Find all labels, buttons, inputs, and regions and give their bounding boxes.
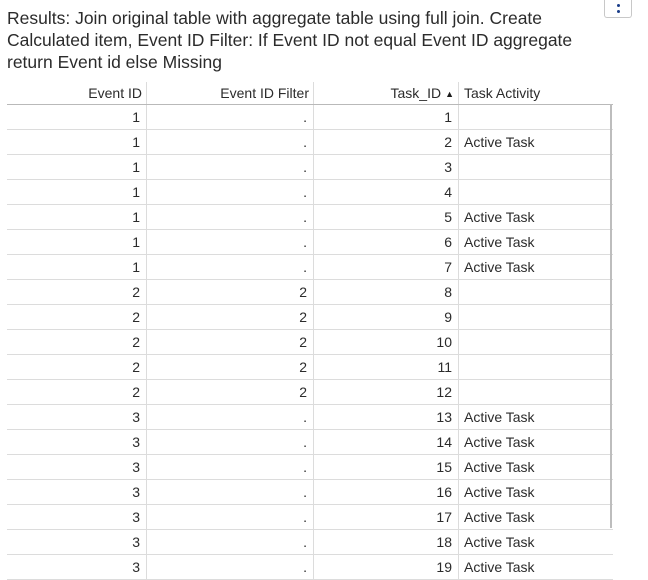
cell-event-id: 1 [132,159,140,175]
cell-task-activity [458,305,613,329]
cell-event-id-filter: 2 [146,280,313,304]
cell-task-activity: Active Task [458,530,613,554]
cell-task-id: 8 [313,280,458,304]
cell-event-id: 3 [132,459,140,475]
cell-event-id: 3 [132,559,140,575]
cell-task-id: 4 [313,180,458,204]
cell-event-id: 2 [132,334,140,350]
cell-event-id: 3 [132,509,140,525]
cell-task-id: 13 [313,405,458,429]
table-row[interactable] [7,155,613,180]
cell-event-id-filter: . [146,105,313,129]
cell-task-id: 14 [313,430,458,454]
table-row[interactable] [7,455,613,480]
cell-event-id-filter: . [146,230,313,254]
cell-task-activity [458,280,613,304]
results-table [7,82,613,580]
cell-task-activity: Active Task [458,455,613,479]
cell-event-id-filter: . [146,480,313,504]
table-row[interactable] [7,555,613,580]
cell-event-id: 2 [132,359,140,375]
cell-task-activity: Active Task [458,480,613,504]
table-row[interactable] [7,405,613,430]
cell-task-id: 6 [313,230,458,254]
cell-task-activity: Active Task [458,555,613,579]
cell-event-id-filter: 2 [146,355,313,379]
table-row[interactable] [7,430,613,455]
cell-task-activity [458,105,613,129]
cell-event-id: 1 [132,134,140,150]
cell-event-id-filter: 2 [146,330,313,354]
cell-event-id: 1 [132,234,140,250]
cell-task-activity: Active Task [458,505,613,529]
table-row[interactable] [7,355,613,380]
column-header-event-id-filter[interactable]: Event ID Filter [146,82,313,104]
cell-event-id: 1 [132,209,140,225]
table-body [7,105,613,580]
cell-task-activity [458,330,613,354]
cell-event-id: 1 [132,184,140,200]
cell-task-activity: Active Task [458,405,613,429]
table-row[interactable] [7,305,613,330]
cell-task-activity [458,355,613,379]
table-row[interactable] [7,205,613,230]
cell-event-id-filter: . [146,530,313,554]
cell-event-id-filter: . [146,205,313,229]
cell-event-id: 3 [132,534,140,550]
table-row[interactable] [7,180,613,205]
column-header-event-id[interactable]: Event ID [88,85,142,101]
cell-task-id: 7 [313,255,458,279]
cell-event-id-filter: . [146,155,313,179]
cell-task-activity: Active Task [458,255,613,279]
sort-ascending-icon: ▲ [445,89,454,99]
vertical-ellipsis-icon [617,4,620,7]
table-row[interactable] [7,330,613,355]
cell-task-id: 12 [313,380,458,404]
table-row[interactable] [7,130,613,155]
cell-task-id: 1 [313,105,458,129]
cell-task-id: 16 [313,480,458,504]
cell-task-activity: Active Task [458,430,613,454]
cell-task-activity [458,380,613,404]
table-row[interactable] [7,380,613,405]
vertical-scrollbar[interactable] [610,104,612,528]
cell-task-id: 2 [313,130,458,154]
cell-event-id-filter: . [146,255,313,279]
cell-event-id-filter: . [146,430,313,454]
cell-task-id: 9 [313,305,458,329]
table-row[interactable] [7,230,613,255]
cell-task-activity [458,155,613,179]
table-row[interactable] [7,505,613,530]
cell-event-id: 3 [132,409,140,425]
column-header-task-activity[interactable]: Task Activity [458,82,613,104]
more-options-button[interactable] [604,0,632,18]
cell-task-activity: Active Task [458,205,613,229]
cell-event-id: 2 [132,309,140,325]
cell-task-activity: Active Task [458,130,613,154]
cell-task-id: 18 [313,530,458,554]
table-row[interactable] [7,530,613,555]
table-row[interactable] [7,480,613,505]
cell-task-activity [458,180,613,204]
cell-event-id-filter: 2 [146,380,313,404]
cell-event-id-filter: 2 [146,305,313,329]
cell-event-id-filter: . [146,505,313,529]
cell-task-id: 19 [313,555,458,579]
cell-event-id-filter: . [146,180,313,204]
cell-task-activity: Active Task [458,230,613,254]
cell-event-id: 3 [132,484,140,500]
table-header [7,82,613,105]
results-title: Results: Join original table with aggregate table using full join. Create Calculated item, Event ID Filter: If Event ID not equal Event ID aggregate return Event id else Missing [7,8,573,72]
cell-event-id: 2 [132,284,140,300]
table-row[interactable] [7,255,613,280]
table-row[interactable] [7,280,613,305]
cell-event-id-filter: . [146,555,313,579]
column-header-task-id[interactable]: Task_ID ▲ [313,82,458,104]
cell-task-id: 5 [313,205,458,229]
vertical-ellipsis-icon [617,10,620,13]
cell-event-id: 1 [132,109,140,125]
cell-event-id: 2 [132,384,140,400]
cell-task-id: 10 [313,330,458,354]
cell-task-id: 3 [313,155,458,179]
cell-event-id-filter: . [146,405,313,429]
cell-task-id: 15 [313,455,458,479]
cell-task-id: 17 [313,505,458,529]
cell-task-id: 11 [313,355,458,379]
cell-event-id-filter: . [146,130,313,154]
table-row[interactable] [7,105,613,130]
cell-event-id: 3 [132,434,140,450]
cell-event-id: 1 [132,259,140,275]
cell-event-id-filter: . [146,455,313,479]
